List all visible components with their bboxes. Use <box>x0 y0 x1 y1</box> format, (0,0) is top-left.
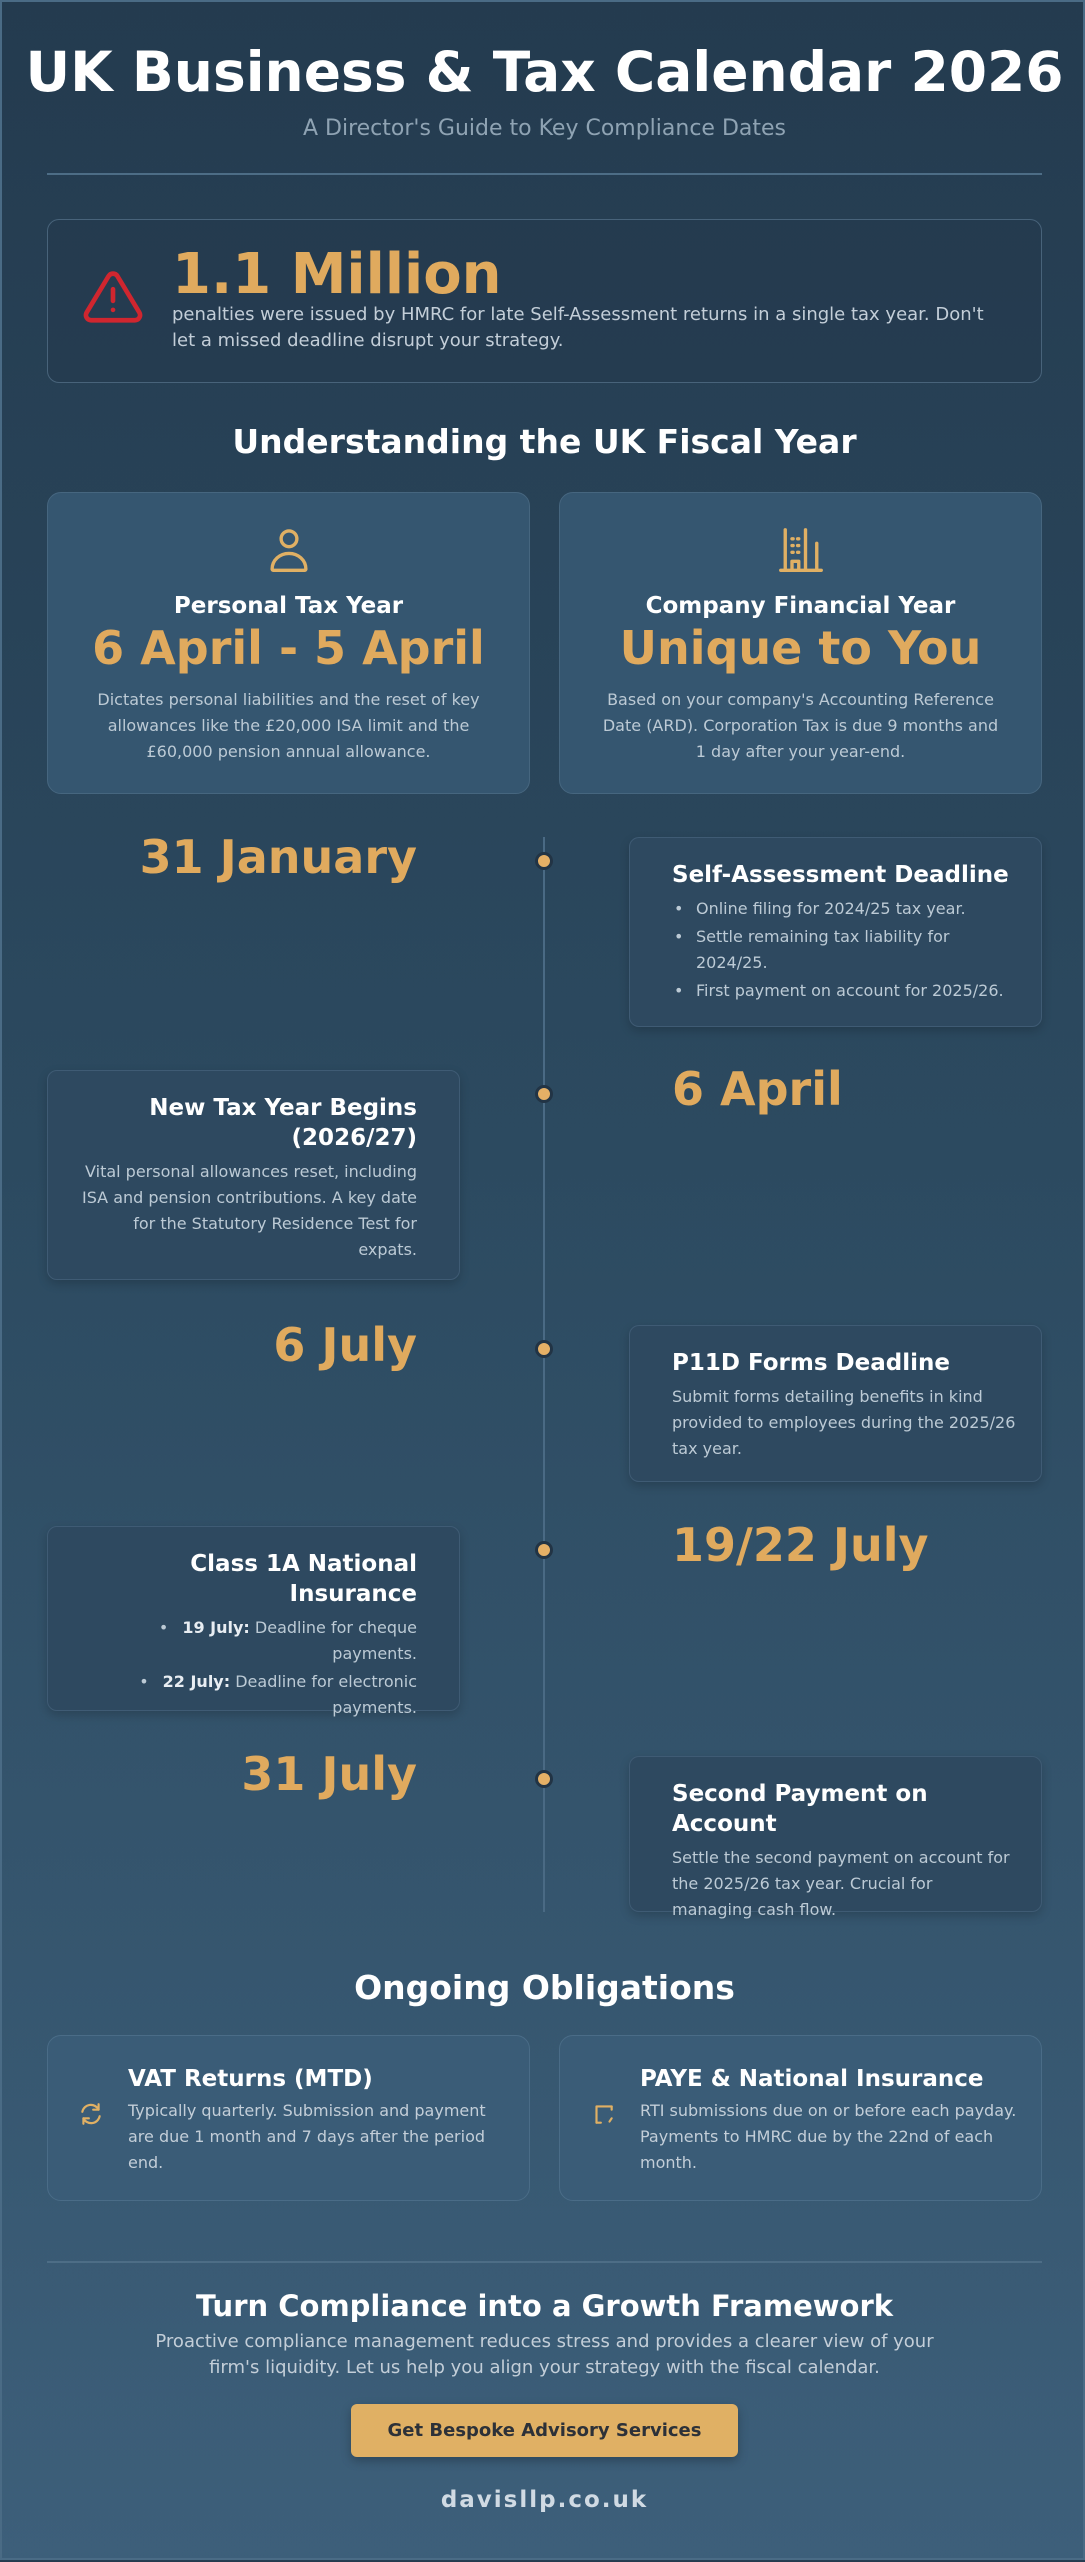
cta-title: Turn Compliance into a Growth Framework <box>195 2289 894 2323</box>
timeline-dot <box>535 1770 553 1788</box>
personal-tax-year-card <box>47 492 530 794</box>
company-financial-year-description: Based on your company's Accounting Reference Date (ARD). Corporation Tax is due 9 months and 1 day after your year-end. <box>602 690 999 761</box>
timeline-card-self-assessment <box>629 837 1042 1027</box>
paye-card <box>559 2035 1042 2201</box>
fiscal-section-title: Understanding the UK Fiscal Year <box>232 422 857 461</box>
timeline-card-new-tax-year <box>47 1070 460 1280</box>
payroll-bracket-icon <box>590 2101 616 2127</box>
timeline-dot <box>535 1541 553 1559</box>
penalty-description: penalties were issued by HMRC for late Self-Assessment returns in a single tax year. Don't let a missed deadline disrupt your strategy. <box>172 304 984 351</box>
timeline-date: 31 July <box>241 1747 417 1801</box>
refresh-cycle-icon <box>78 2101 104 2127</box>
timeline-card-class-1a-ni <box>47 1526 460 1717</box>
advisory-services-button[interactable]: Get Bespoke Advisory Services <box>351 2404 738 2457</box>
vat-returns-card <box>47 2035 530 2201</box>
bullet-item <box>72 1669 417 1721</box>
timeline-card-title: Second Payment on Account <box>672 1781 928 1837</box>
timeline-line <box>543 837 545 1912</box>
person-icon <box>262 523 316 577</box>
warning-triangle-icon <box>82 266 144 328</box>
cta-divider <box>47 2261 1042 2263</box>
timeline-date: 6 July <box>273 1318 417 1372</box>
penalty-stat: 1.1 Million <box>172 242 502 307</box>
infographic-page <box>2 2 1085 2562</box>
timeline-dot <box>535 1340 553 1358</box>
penalty-alert-box <box>47 219 1042 383</box>
timeline-card-title: New Tax Year Begins (2026/27) <box>149 1095 417 1151</box>
timeline-card-title: P11D Forms Deadline <box>672 1350 950 1376</box>
bullet-label: 19 July: <box>182 1618 250 1637</box>
ongoing-section-title: Ongoing Obligations <box>354 1968 735 2007</box>
paye-description: RTI submissions due on or before each payday. Payments to HMRC due by the 22nd of each month. <box>640 2101 1017 2172</box>
company-financial-year-card <box>559 492 1042 794</box>
page-subtitle: A Director's Guide to Key Compliance Dates <box>302 116 786 141</box>
bullet-label: 22 July: <box>162 1672 231 1691</box>
header-divider <box>47 173 1042 175</box>
timeline-card-title: Self-Assessment Deadline <box>672 862 1009 888</box>
paye-heading: PAYE & National Insurance <box>640 2066 984 2092</box>
vat-returns-heading: VAT Returns (MTD) <box>128 2066 373 2092</box>
bullet-item <box>72 1615 417 1667</box>
page-title: UK Business & Tax Calendar 2026 <box>25 40 1064 104</box>
timeline-card-title: Class 1A National Insurance <box>190 1551 417 1607</box>
timeline-card-bullets <box>72 1615 417 1721</box>
timeline-card-second-payment <box>629 1756 1042 1919</box>
company-financial-year-heading: Company Financial Year <box>645 593 956 619</box>
bullet-item: • Online filing for 2024/25 tax year. <box>672 896 1017 922</box>
company-financial-year-highlight: Unique to You <box>619 621 982 675</box>
bullet-item: • Settle remaining tax liability for 2024/25. <box>672 924 1017 976</box>
website-link[interactable]: davisllp.co.uk <box>440 2487 649 2513</box>
timeline-date: 6 April <box>672 1062 843 1116</box>
vat-returns-description: Typically quarterly. Submission and payment are due 1 month and 7 days after the period end. <box>128 2101 486 2172</box>
timeline-card-description: Vital personal allowances reset, including ISA and pension contributions. A key date for the Statutory Residence Test for expats. <box>81 1162 417 1259</box>
bullet-text: Deadline for electronic payments. <box>230 1672 417 1717</box>
timeline-card-description: Submit forms detailing benefits in kind provided to employees during the 2025/26 tax year. <box>672 1387 1016 1458</box>
bullet-item: • First payment on account for 2025/26. <box>672 978 1017 1004</box>
personal-tax-year-description: Dictates personal liabilities and the reset of key allowances like the £20,000 ISA limit and the £60,000 pension annual allowance. <box>97 690 480 761</box>
cta-description: Proactive compliance management reduces stress and provides a clearer view of your firm's liquidity. Let us help you align your strategy with the fiscal calendar. <box>155 2331 934 2378</box>
timeline-date: 31 January <box>139 830 417 884</box>
timeline-date: 19/22 July <box>672 1518 929 1572</box>
timeline-card-bullets <box>672 896 1017 1004</box>
timeline-card-p11d <box>629 1325 1042 1482</box>
timeline-dot <box>535 1085 553 1103</box>
timeline-card-description: Settle the second payment on account for the 2025/26 tax year. Crucial for managing cash flow. <box>672 1848 1010 1919</box>
bullet-text: Deadline for cheque payments. <box>249 1618 417 1663</box>
personal-tax-year-range: 6 April - 5 April <box>92 621 485 675</box>
personal-tax-year-heading: Personal Tax Year <box>173 593 404 619</box>
building-icon <box>774 523 828 577</box>
timeline-dot <box>535 852 553 870</box>
